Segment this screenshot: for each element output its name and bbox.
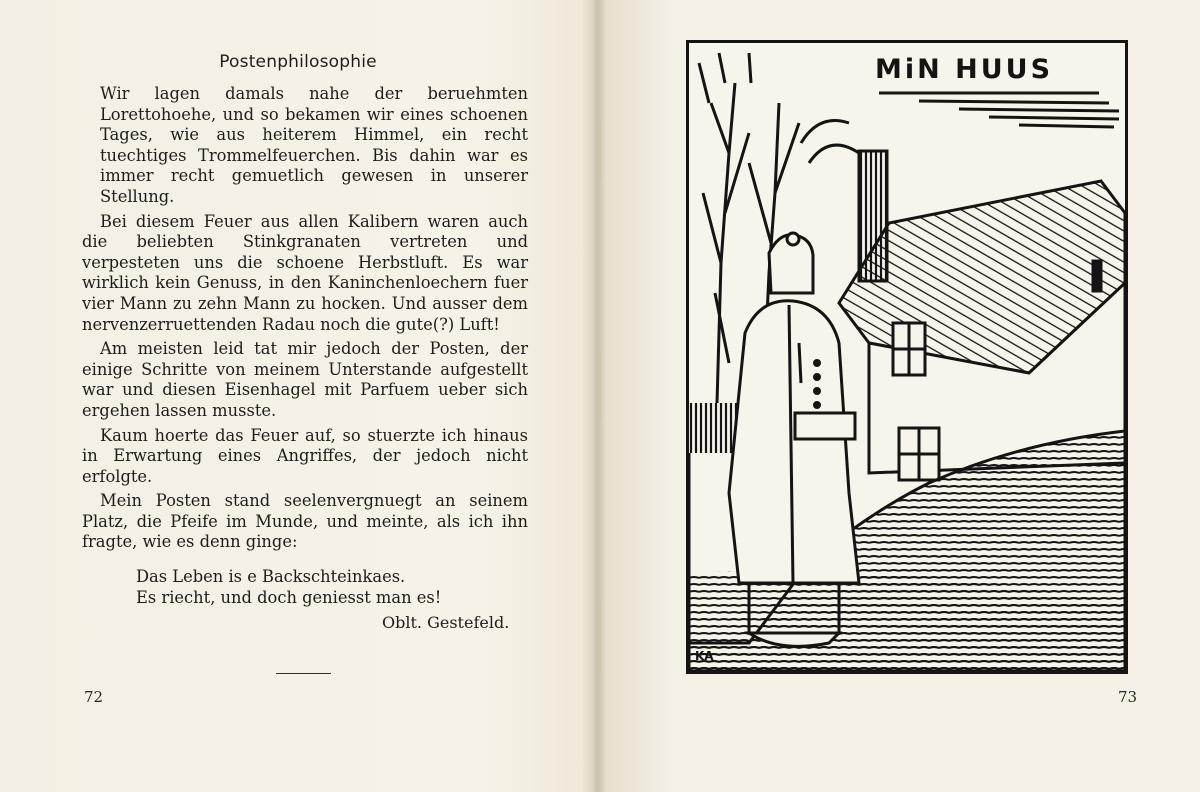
story-body <box>82 84 528 557</box>
verse-line: Das Leben is e Backschteinkaes. <box>136 567 406 586</box>
illustration-title: MiN HUUS <box>875 54 1054 85</box>
paragraph: Am meisten leid tat mir jedoch der Posten, der einige Schritte von meinem Unterstande aufgestellt war und diesen Eisenhagel mit Parfuem ueber sich ergehen lassen musste. <box>82 339 528 420</box>
page-number: 73 <box>1118 688 1138 706</box>
woodcut-drawing <box>689 43 1125 671</box>
paragraph: Wir lagen damals nahe der beruehmten Lorettohoehe, und so bekamen wir eines schoenen Tages, wie aus heiterem Himmel, ein recht tuechtiges Trommelfeuerchen. Bis dahin war es immer recht gemuetlich gewesen in unserer Stellung. <box>100 84 528 206</box>
closing-verse <box>136 566 441 608</box>
paragraph: Bei diesem Feuer aus allen Kalibern waren auch die beliebten Stinkgranaten vertreten und verpesteten uns die schoene Herbstluft. Es war wirklich kein Genuss, in den Kaninchenloechern fuer vier Mann zu zehn Mann zu hocken. Und ausser dem nervenzerruettenden Radau noch die gute(?) Luft! <box>82 211 528 334</box>
artist-monogram: KA <box>695 649 714 663</box>
story-title: Postenphilosophie <box>219 52 377 72</box>
left-page <box>0 0 596 792</box>
woodcut-illustration <box>686 40 1128 674</box>
binding-stitch <box>598 600 601 670</box>
page-number: 72 <box>84 688 104 706</box>
binding-stitch <box>598 350 601 420</box>
paragraph: Mein Posten stand seelenvergnuegt an seinem Platz, die Pfeife im Munde, und meinte, als ich ihn fragte, wie es denn ginge: <box>82 491 528 552</box>
right-page <box>604 0 1200 792</box>
binding-stitch <box>598 120 601 180</box>
sky-strokes <box>879 93 1119 127</box>
section-divider <box>276 673 331 674</box>
paragraph: Kaum hoerte das Feuer auf, so stuerzte ich hinaus in Erwartung eines Angriffes, der jedoch nicht erfolgte. <box>82 425 528 486</box>
author-signature: Oblt. Gestefeld. <box>382 613 510 632</box>
verse-line: Es riecht, und doch geniesst man es! <box>136 588 442 607</box>
